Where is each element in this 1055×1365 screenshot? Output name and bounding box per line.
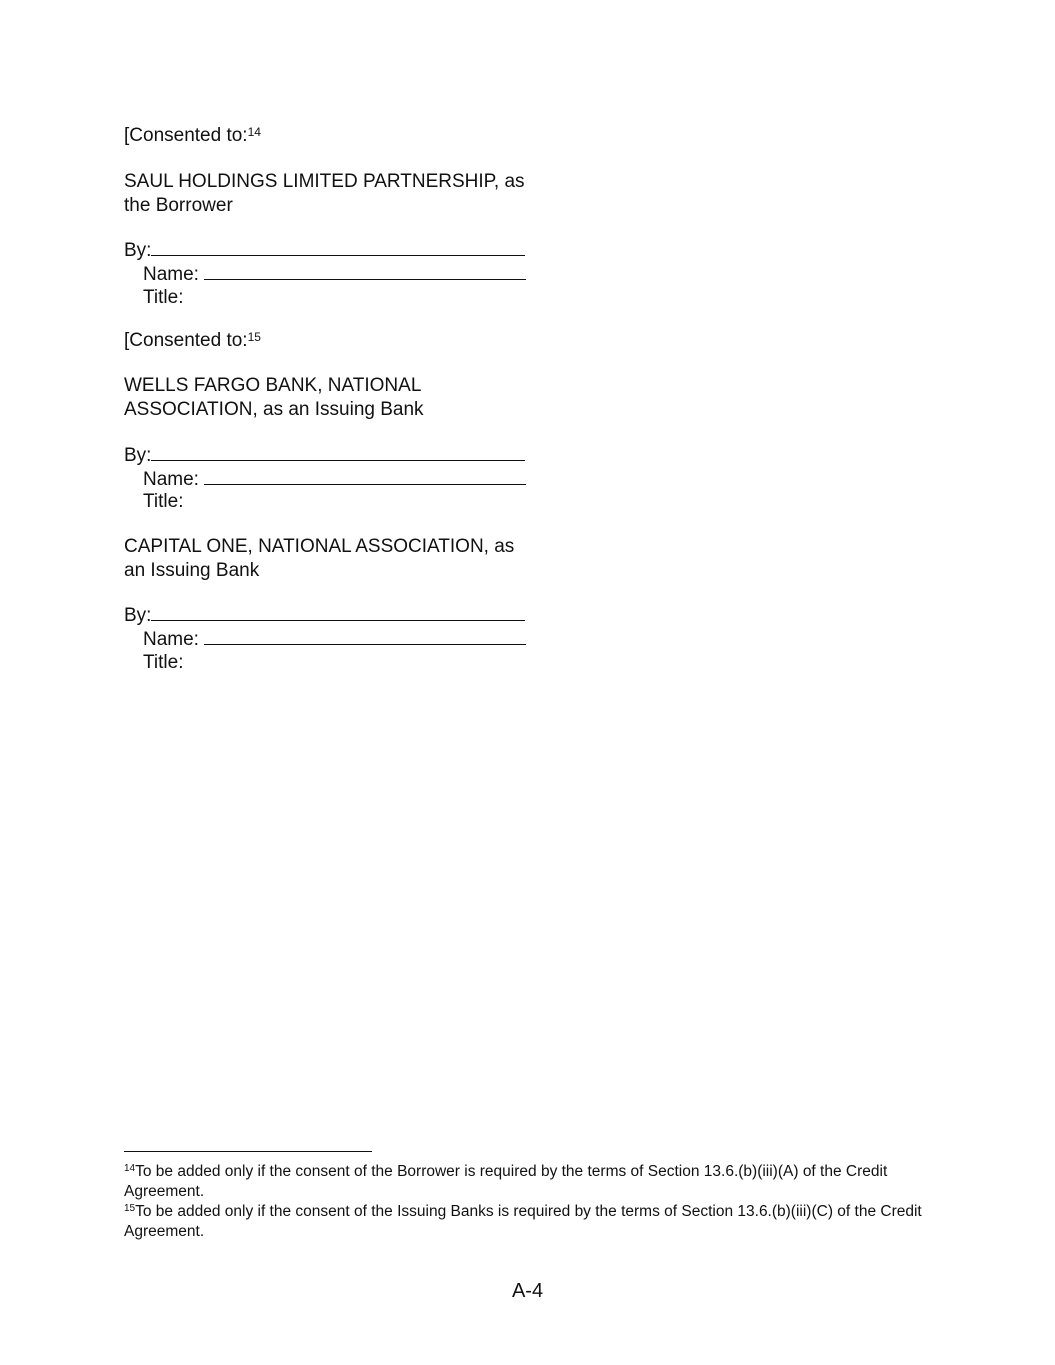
party-line-1: SAUL HOLDINGS LIMITED PARTNERSHIP, as (124, 171, 525, 192)
party-name-wells-fargo (124, 374, 424, 422)
signature-line-name (143, 262, 526, 287)
signature-blank (151, 603, 525, 621)
consent-heading-1 (124, 124, 261, 148)
footnote-14 (124, 1162, 924, 1202)
signature-line-by (124, 603, 525, 628)
name-blank (204, 627, 526, 645)
party-line-2: an Issuing Bank (124, 560, 260, 581)
party-line-2: ASSOCIATION, as an Issuing Bank (124, 399, 424, 420)
footnote-15 (124, 1202, 924, 1242)
name-label: Name: (143, 264, 199, 285)
signature-line-title (143, 651, 183, 675)
signature-line-name (143, 467, 526, 492)
name-blank (204, 467, 526, 485)
signature-line-by (124, 238, 525, 263)
footnote-separator (124, 1151, 372, 1152)
footnote-ref-14: 14 (247, 125, 261, 139)
name-blank (204, 262, 526, 280)
title-label: Title: (143, 652, 184, 673)
party-name-borrower (124, 170, 525, 218)
name-label: Name: (143, 469, 199, 490)
footnote-number: 15 (124, 1203, 136, 1214)
footnote-text: To be added only if the consent of the Issuing Banks is required by the terms of Section 13.6.(b)(iii)(C) of the Credit Agreement. (124, 1203, 922, 1240)
footnote-number: 14 (124, 1163, 136, 1174)
signature-line-title (143, 286, 183, 310)
consent-label: [Consented to: (124, 330, 248, 351)
party-line-1: WELLS FARGO BANK, NATIONAL (124, 375, 422, 396)
name-label: Name: (143, 629, 199, 650)
signature-line-title (143, 490, 183, 514)
page-number: A-4 (511, 1280, 544, 1302)
consent-heading-2 (124, 329, 261, 353)
signature-line-name (143, 627, 526, 652)
party-name-capital-one (124, 535, 514, 583)
footnote-text: To be added only if the consent of the Borrower is required by the terms of Section 13.6.(b)(iii)(A) of the Credit Agreement. (124, 1163, 888, 1200)
signature-blank (151, 238, 525, 256)
title-label: Title: (143, 287, 184, 308)
title-label: Title: (143, 491, 184, 512)
signature-line-by (124, 443, 525, 468)
signature-blank (151, 443, 525, 461)
party-line-1: CAPITAL ONE, NATIONAL ASSOCIATION, as (124, 536, 515, 557)
footnote-ref-15: 15 (247, 330, 261, 344)
party-line-2: the Borrower (124, 195, 233, 216)
consent-label: [Consented to: (124, 125, 248, 146)
by-label: By: (124, 445, 152, 466)
by-label: By: (124, 605, 152, 626)
by-label: By: (124, 240, 152, 261)
